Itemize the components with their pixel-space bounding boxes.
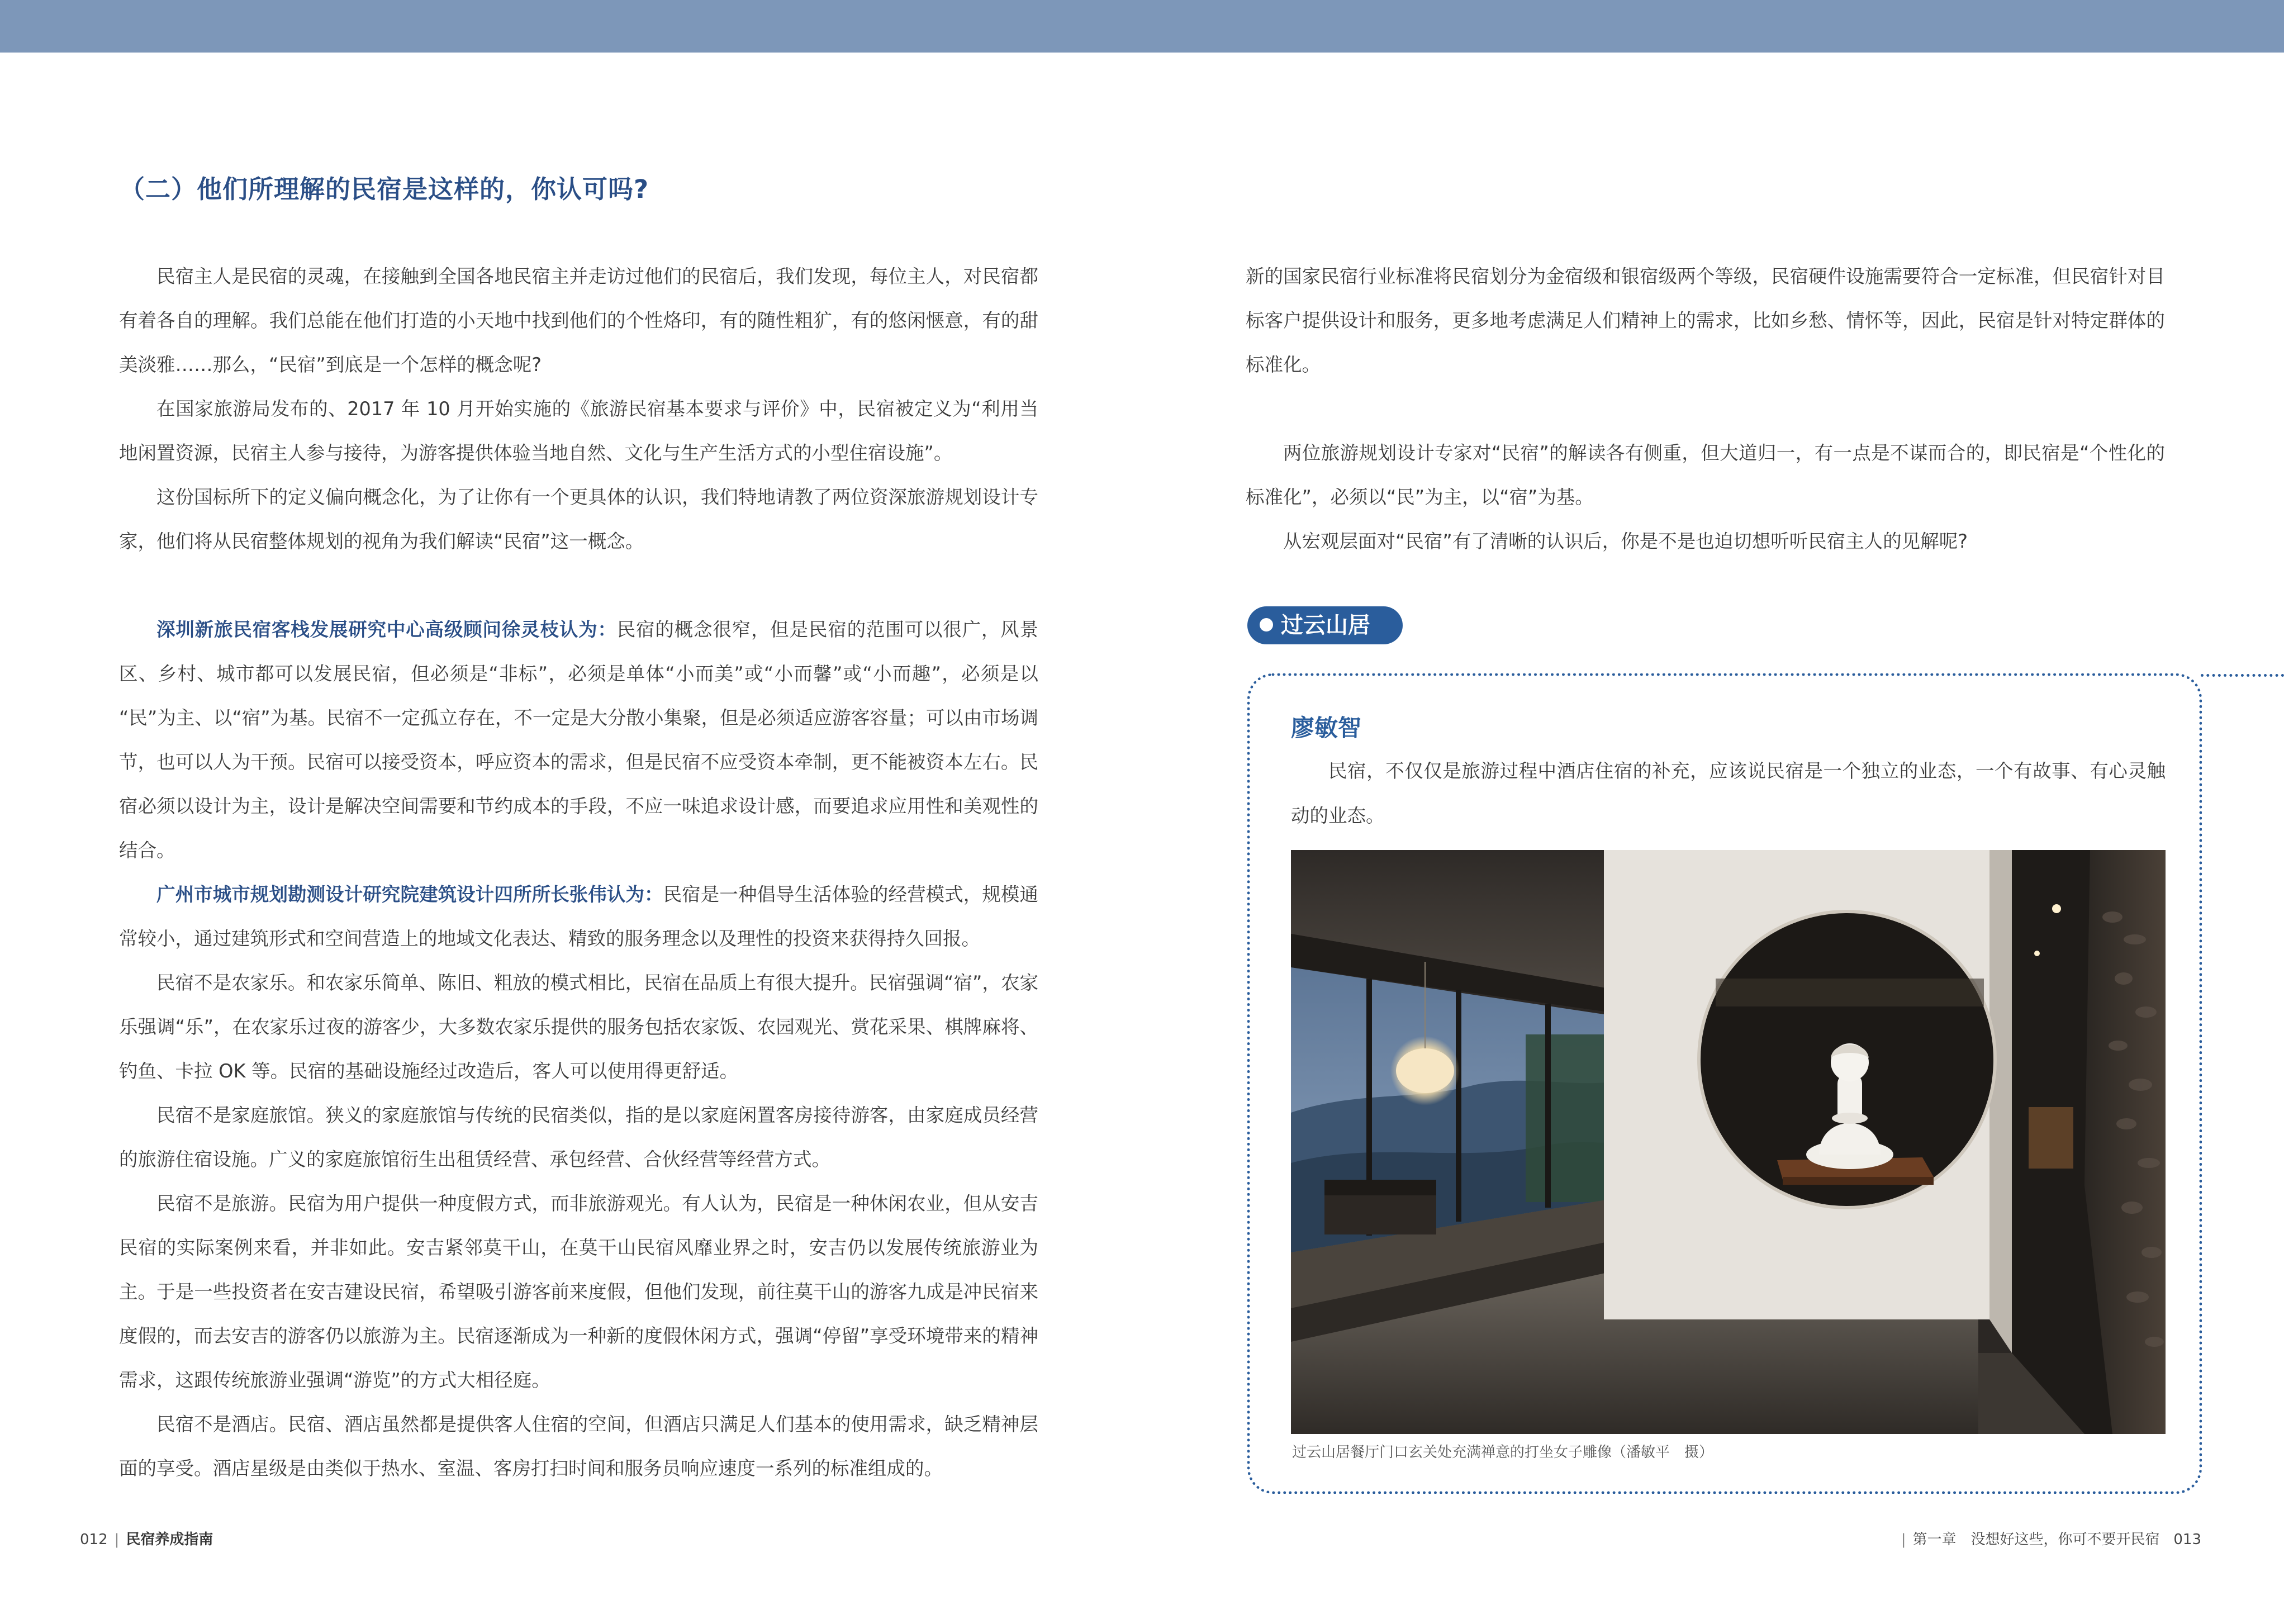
footer-separator: | [114,1531,120,1548]
right-page-number: 013 [2173,1531,2201,1548]
photo-illustration [1291,850,2166,1434]
expert-label-xu: 深圳新旅民宿客栈发展研究中心高级顾问徐灵枝认为： [156,619,617,640]
chapter-title: 第一章 没想好这些，你可不要开民宿 [1912,1531,2160,1548]
case-pill-text: 过云山居 [1281,612,1370,638]
section-title: （二）他们所理解的民宿是这样的，你认可吗? [120,174,649,204]
photo-caption: 过云山居餐厅门口玄关处充满禅意的打坐女子雕像（潘敏平 摄） [1292,1444,1714,1461]
right-paragraph-transition: 从宏观层面对“民宿”有了清晰的认识后，你是不是也迫切想听听民宿主人的见解呢? [1283,530,1968,552]
left-paragraph-experts-intro: 这份国标所下的定义偏向概念化，为了让你有一个更具体的认识，我们特地请教了两位资深旅游规划设计专家，他们将从民宿整体规划的视角为我们解读“民宿”这一概念。 [119,486,1038,552]
left-paragraph-not-hotel: 民宿不是酒店。民宿、酒店虽然都是提供客人住宿的空间，但酒店只满足人们基本的使用需求，缺乏精神层面的享受。酒店星级是由类似于热水、室温、客房打扫时间和服务员响应速度一系列的标准组成的。 [119,1413,1038,1479]
expert-text-zhang: 民宿是一种倡导生活体验的经营模式，规模通常较小，通过建筑形式和空间营造上的地域文化表达、精致的服务理念以及理性的投资来获得持久回报。 [119,884,1039,949]
bullet-dot-icon [1260,618,1273,631]
box-frame-extension-line [2201,674,2284,677]
expert-label-zhang: 广州市城市规划勘测设计研究院建筑设计四所所长张伟认为： [156,884,663,905]
footer-left [80,1528,213,1549]
book-title: 民宿养成指南 [126,1531,213,1548]
left-paragraph-not-tourism: 民宿不是旅游。民宿为用户提供一种度假方式，而非旅游观光。有人认为，民宿是一种休闲农业，但从安吉民宿的实际案例来看，并非如此。安吉紧邻莫干山，在莫干山民宿风靡业界之时，安吉仍以发展传统旅游业为主。于是一些投资者在安吉建设民宿，希望吸引游客前来度假，但他们发现，前往莫干山的游客九成是冲民宿来度假的，而去安吉的游客仍以旅游为主。民宿逐渐成为一种新的度假休闲方式，强调“停留”享受环境带来的精神需求，这跟传统旅游业强调“游览”的方式大相径庭。 [119,1193,1038,1391]
right-paragraph-standard-levels: 新的国家民宿行业标准将民宿划分为金宿级和银宿级两个等级，民宿硬件设施需要符合一定标准，但民宿针对目标客户提供设计和服务，更多地考虑满足人们精神上的需求，比如乡愁、情怀等，因此，民宿是针对特定群体的标准化。 [1246,265,2165,376]
left-page-number: 012 [80,1531,108,1548]
expert-opinion-zhang [119,872,1038,961]
left-paragraph-intro: 民宿主人是民宿的灵魂，在接触到全国各地民宿主并走访过他们的民宿后，我们发现，每位主人，对民宿都有着各自的理解。我们总能在他们打造的小天地中找到他们的个性烙印，有的随性粗犷，有的悠闲惬意，有的甜美淡雅……那么，“民宿”到底是一个怎样的概念呢? [119,265,1038,376]
expert-opinion-xu [119,607,1038,872]
case-photo [1291,850,2166,1434]
top-color-band [0,0,2284,53]
case-pill-label [1247,606,1403,644]
footer-separator: | [1901,1531,1906,1548]
owner-name: 廖敏智 [1291,714,1362,742]
owner-quote: 民宿，不仅仅是旅游过程中酒店住宿的补充，应该说民宿是一个独立的业态，一个有故事、有心灵触动的业态。 [1291,760,2166,827]
left-paragraph-not-farmstay: 民宿不是农家乐。和农家乐简单、陈旧、粗放的模式相比，民宿在品质上有很大提升。民宿强调“宿”，农家乐强调“乐”，在农家乐过夜的游客少，大多数农家乐提供的服务包括农家饭、农园观光、赏花采果、棋牌麻将、钓鱼、卡拉 OK 等。民宿的基础设施经过改造后，客人可以使用得更舒适。 [119,972,1038,1082]
expert-text-xu: 民宿的概念很窄，但是民宿的范围可以很广，风景区、乡村、城市都可以发展民宿，但必须是“非标”，必须是单体“小而美”或“小而馨”或“小而趣”，必须是以 “民”为主、以“宿”为基。民宿不一定孤立存在，不一定是大分散小集聚，但是必须适应游客容量；可以由市场调节，也可以人为干预。民宿可以接受资本，呼应资本的需求，但是民宿不应受资本牵制，更不能被资本左右。民宿必须以设计为主，设计是解决空间需要和节约成本的手段，不应一味追求设计感，而要追求应用性和美观性的结合。 [119,619,1039,861]
left-column [119,254,1038,1490]
footer-right [1894,1528,2201,1549]
right-column [1246,254,2165,563]
right-paragraph-summary: 两位旅游规划设计专家对“民宿”的解读各有侧重，但大道归一，有一点是不谋而合的，即民宿是“个性化的标准化”，必须以“民”为主，以“宿”为基。 [1246,442,2165,508]
left-paragraph-not-family-hotel: 民宿不是家庭旅馆。狭义的家庭旅馆与传统的民宿类似，指的是以家庭闲置客房接待游客，由家庭成员经营的旅游住宿设施。广义的家庭旅馆衍生出租赁经营、承包经营、合伙经营等经营方式。 [119,1104,1038,1170]
left-paragraph-standard: 在国家旅游局发布的、2017 年 10 月开始实施的《旅游民宿基本要求与评价》中，民宿被定义为“利用当地闲置资源，民宿主人参与接待，为游客提供体验当地自然、文化与生产生活方式的小型住宿设施”。 [119,398,1038,464]
